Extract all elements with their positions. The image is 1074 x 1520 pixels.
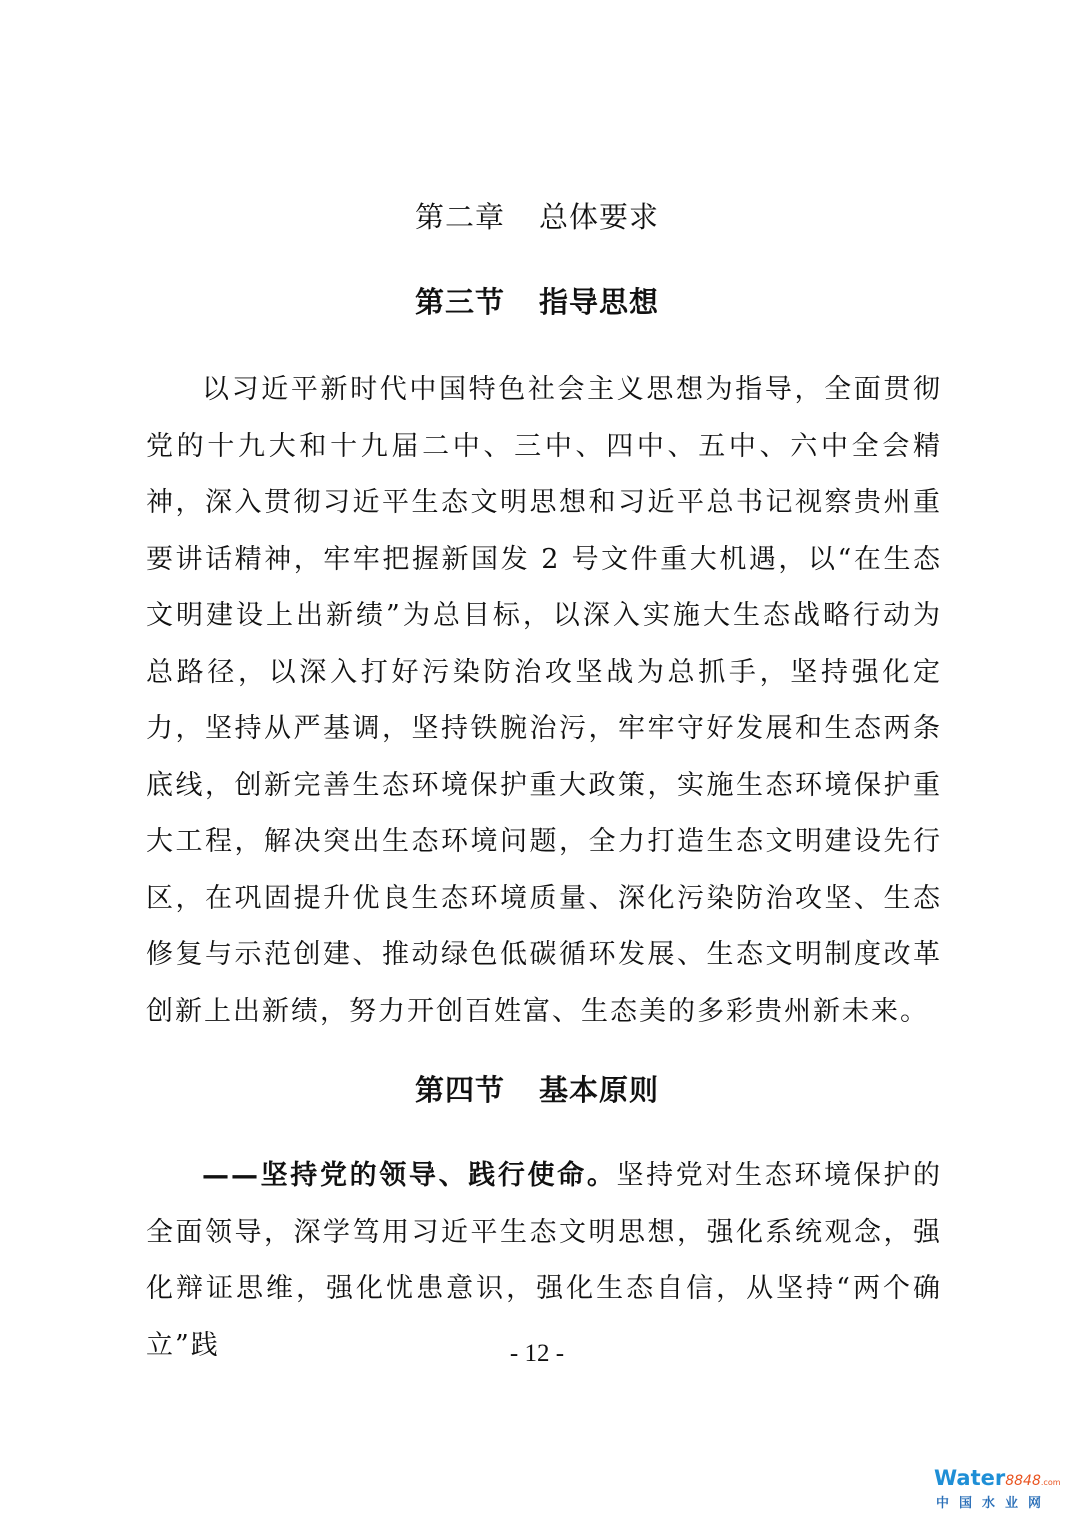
watermark-logo	[934, 1466, 1064, 1512]
watermark-suffix: .com	[1040, 1478, 1061, 1487]
section-number: 第四节	[414, 1073, 505, 1107]
chapter-heading	[0, 195, 1074, 239]
section-heading-4	[0, 1068, 1074, 1112]
watermark-number: 8848	[1005, 1473, 1041, 1489]
section-title: 基本原则	[539, 1073, 660, 1107]
principle-lead: ——坚持党的领导、践行使命。	[202, 1160, 617, 1191]
section-heading-3	[0, 280, 1074, 324]
principle-text: 坚持党对生态环境保护的全面领导，深学笃用习近平生态文明思想，强化系统观念，强化辩证思维，强化忧患意识，强化生态自信，从坚持“两个确立”践	[146, 1160, 943, 1361]
section-title: 指导思想	[539, 285, 660, 319]
watermark-chinese-name: 中国水业网	[936, 1496, 1052, 1511]
chapter-title: 总体要求	[539, 200, 660, 234]
page-number: - 12 -	[509, 1340, 565, 1367]
watermark-brand: Water	[934, 1466, 1006, 1490]
chapter-number: 第二章	[414, 200, 505, 234]
body-paragraph-guiding-ideology: 以习近平新时代中国特色社会主义思想为指导，全面贯彻党的十九大和十九届二中、三中、四中、五中、六中全会精神，深入贯彻习近平生态文明思想和习近平总书记视察贵州重要讲话精神，牢牢把握新国发 2 号文件重大机遇，以“在生态文明建设上出新绩”为总目标，以深入实施大生态战略行动为总路径，以深入打好污染防治攻坚战为总抓手，坚持强化定力，坚持从严基调，坚持铁腕治污，牢牢守好发展和生态两条底线，创新完善生态环境保护重大政策，实施生态环境保护重大工程，解决突出生态环境问题，全力打造生态文明建设先行区，在巩固提升优良生态环境质量、深化污染防治攻坚、生态修复与示范创建、推动绿色低碳循环发展、生态文明制度改革创新上出新绩，努力开创百姓富、生态美的多彩贵州新未来。	[146, 374, 942, 1027]
section-number: 第三节	[414, 285, 505, 319]
